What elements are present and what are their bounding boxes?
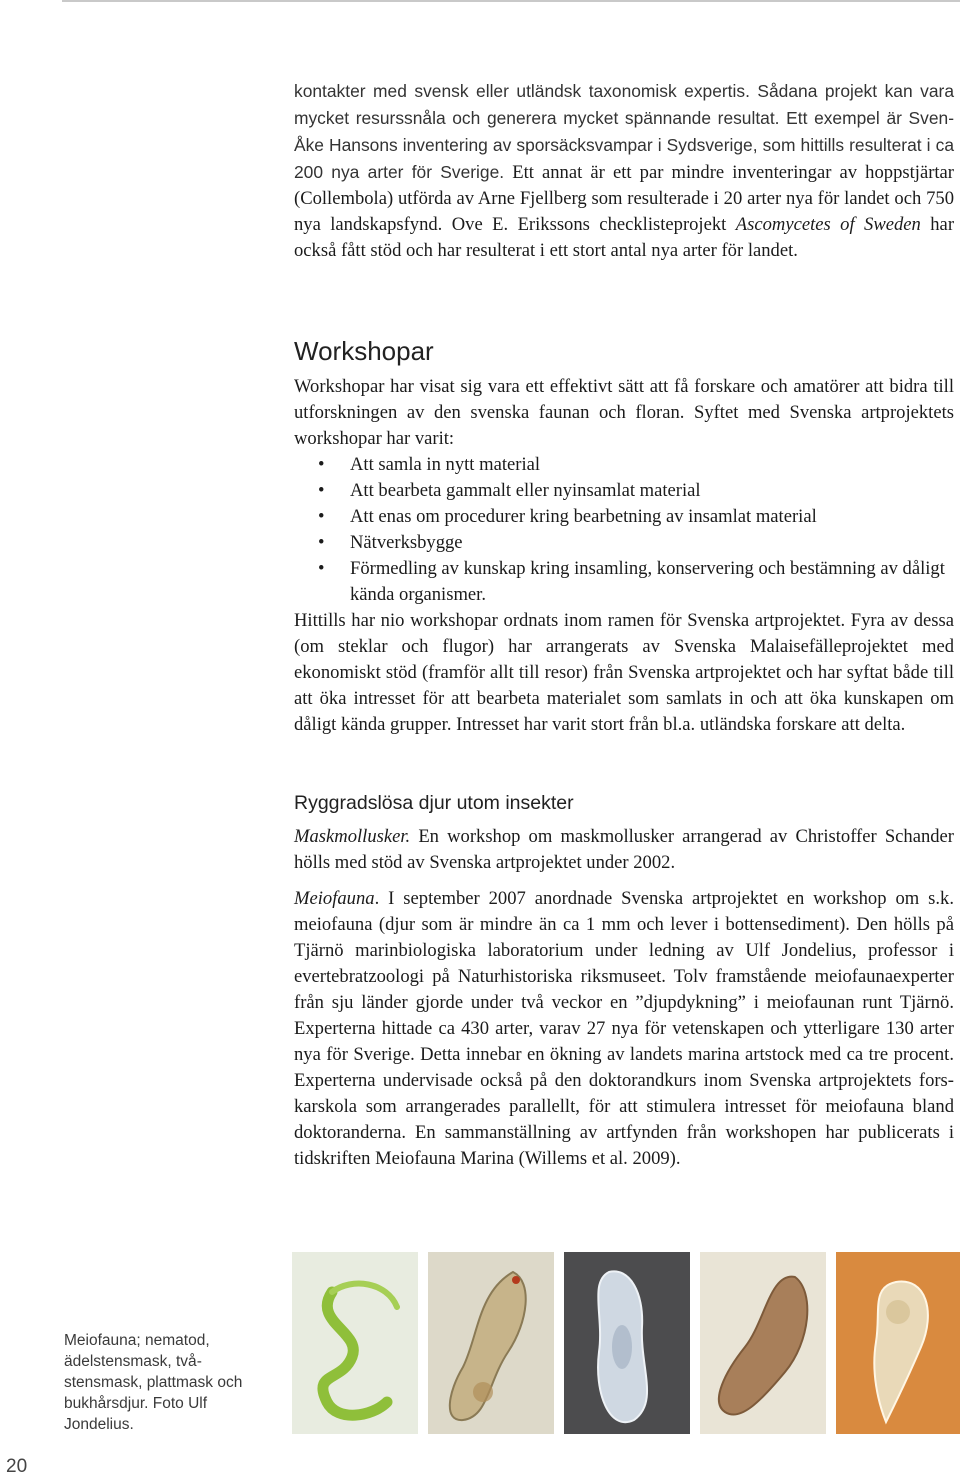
photo-tvastensmask	[564, 1252, 690, 1434]
list-item	[294, 478, 954, 504]
photo-caption: Meiofauna; nematod, ädelstensmask, tvåstensmask, plattmask och bukhårsdjur. Foto Ulf Jondelius.	[64, 1332, 243, 1433]
intro-paragraph	[294, 78, 954, 264]
meiofauna-text: . I september 2007 anordnade Svenska artprojektet en workshop om s.k. meiofauna (djur som är mindre än ca 1 mm och lever i bottensediment). Den hölls på Tjärnö marinbiologiska laboratorium under ledning av Ulf Jondelius, professor i evertebratzoologi på Naturhistoriska riksmuseet. Tolv framstående meiofaunaexperter från sju länder gjorde under två veckor en ”djupdykning” i meiofaunan runt Tjärnö. Experterna hittade ca 430 arter, varav 27 nya för vetenskapen och ytterligare 130 arter nya för Sverige. Detta innebar en ökning av landets marina artstock med ca tre procent. Experterna undervisade också på den doktorandkurs inom Svenska artprojektets forskarskola som arrangerades parallellt, för att stimulera intresset för meiofauna bland doktoranderna. En sammanställning av artfynden från workshopen har publicerats i tidskriften Meiofauna Marina (Willems et al. 2009).	[294, 888, 954, 1169]
list-item	[294, 530, 954, 556]
photo-bukharsdjur	[836, 1252, 960, 1434]
intro-end-text: har också fått stöd och har resulterat i ett stort antal nya arter för landet.	[294, 214, 955, 261]
eye-spot	[512, 1276, 520, 1284]
maskmollusker-lead: Maskmollusker.	[294, 826, 411, 847]
meiofauna-lead: Meiofauna	[294, 888, 375, 909]
organ-blob	[473, 1382, 493, 1402]
intro-italic-title: Ascomycetes of Sweden	[735, 214, 921, 235]
workshopar-intro: Workshopar har visat sig vara ett effektivt sätt att få forskare och amatörer att bidra till utforskningen av den svenska faunan och floran. Syftet med Svenska artprojektets workshopar har varit:	[294, 376, 954, 449]
photo-plattmask	[700, 1252, 826, 1434]
workshopar-after: Hittills har nio workshopar ordnats inom ramen för Svenska artprojektet. Fyra av dessa (om steklar och flugor) har arrangerats av Svenska Malaisefälleprojektet med ekonomiskt stöd (framför allt till resor) från Svenska artprojektet och har syftat både till att öka intresset för att bearbeta materialet som samlats in och att öka kunskapen om dåligt kända grupper. Intresset har varit stort från bl.a. utländska forskare att delta.	[294, 610, 954, 735]
maskmollusker-paragraph	[294, 824, 954, 876]
top-rule	[62, 0, 960, 2]
meiofauna-paragraph	[294, 886, 954, 1172]
workshopar-goals-list	[294, 452, 954, 608]
subheading-ryggradslosa: Ryggradslösa djur utom insekter	[294, 792, 574, 814]
bullet-icon: •	[318, 480, 325, 501]
organ-blob	[886, 1300, 910, 1324]
list-item-text: Förmedling av kunskap kring insamling, konservering och bestämning av dåligt kända organismer.	[350, 558, 945, 605]
photo-adelstensmask	[428, 1252, 554, 1434]
maskmollusker-text: En workshop om maskmollusker arrangerad av Christoffer Schander hölls med stöd av Svenska artprojektet under 2002.	[294, 826, 954, 873]
section-heading-workshopar: Workshopar	[294, 336, 434, 366]
bullet-icon: •	[318, 532, 325, 553]
page-number: 20	[6, 1456, 28, 1477]
bullet-icon: •	[318, 454, 325, 475]
intro-sans-text: kontakter med svensk eller utländsk taxonomisk expertis. Sådana projekt kan vara mycket resurssnåla och generera mycket spännande resultat. Ett exempel är Sven-Åke Hansons inventering av sporsäcksvampar i Sydsverige, som hittills resulterat i ca 200 nya arter för Sverige.	[294, 81, 954, 182]
list-item	[294, 556, 954, 608]
list-item-text: Att samla in nytt material	[350, 454, 541, 475]
bullet-icon: •	[318, 506, 325, 527]
organ-blob	[612, 1325, 632, 1369]
list-item	[294, 504, 954, 530]
bullet-icon: •	[318, 558, 325, 579]
photo-nematod	[292, 1252, 418, 1434]
list-item-text: Nätverksbygge	[350, 532, 463, 553]
list-item	[294, 452, 954, 478]
intro-serif-text: Ett annat är ett par mindre inventeringar av hoppstjärtar (Collembola) utförda av Arne Fjellberg som resulterade i 20 arter nya för landet och 750 nya landskapsfynd. Ove E. Erikssons checklisteprojekt	[294, 162, 954, 235]
list-item-text: Att bearbeta gammalt eller nyinsamlat material	[350, 480, 701, 501]
workshopar-section	[294, 374, 954, 738]
list-item-text: Att enas om procedurer kring bearbetning av insamlat material	[350, 506, 817, 527]
